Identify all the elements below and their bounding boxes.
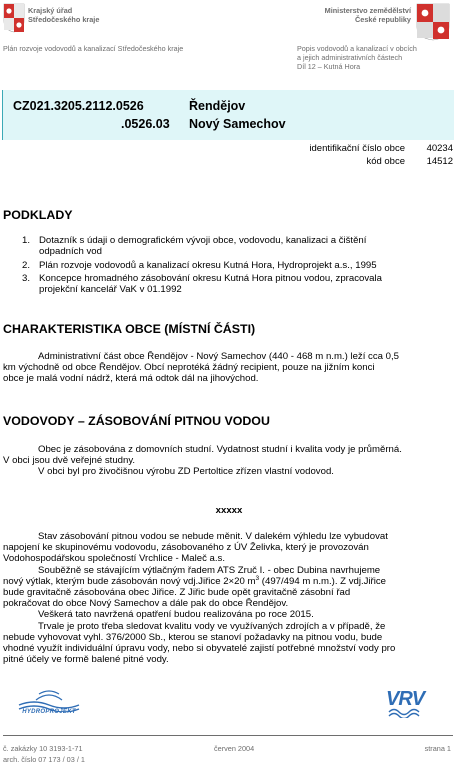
- list-item: [22, 260, 452, 272]
- municipality-code-value: 14512: [426, 156, 453, 167]
- hydroprojekt-logo: [14, 690, 84, 720]
- paragraph-line: Vodohospodářskou společností Vrchlice - Maleč a.s.: [3, 553, 226, 565]
- footer-archive-number: arch. číslo 07 173 / 03 / 1: [3, 755, 85, 764]
- hydroprojekt-logo-text: HYDROPROJEKT: [22, 709, 76, 715]
- list-item: [22, 273, 452, 297]
- list-item-number: 2.: [22, 260, 31, 271]
- list-item-text: Dotazník s údaji o demografickém vývoji obce, vodovodu, kanalizaci a čištění: [39, 235, 367, 246]
- right-org-line2: České republiky: [355, 15, 411, 24]
- left-subtitle: Plán rozvoje vodovodů a kanalizací Středočeského kraje: [3, 44, 184, 53]
- left-org-line2: Středočeského kraje: [28, 15, 100, 24]
- list-item-number: 1.: [22, 235, 31, 246]
- right-coat-of-arms-icon: [416, 3, 450, 46]
- part-name: Nový Samechov: [189, 117, 286, 131]
- paragraph-line: napojení ke skupinovému vodovodu, zásobovaného z ÚV Želivka, který je provozován: [3, 542, 369, 554]
- list-item-text: Koncepce hromadného zásobování okresu Kutná Hora pitnou vodou, zpracovala: [39, 273, 382, 284]
- paragraph-line-part: nový výtlak, kterým bude zásobován nový vdj.Jiřice 2×20 m: [3, 575, 256, 587]
- footer-divider: [3, 735, 453, 736]
- municipality-code-box: [2, 90, 454, 140]
- paragraph-line: pokračovat do obce Nový Samechov a dále pak do obce Řendějov.: [3, 598, 289, 610]
- paragraph-line: pitné účely ve formě balené pitné vody.: [3, 654, 169, 666]
- id-number-label: identifikační číslo obce: [309, 143, 405, 154]
- paragraph-plan: [3, 531, 451, 665]
- list-item-text-cont: odpadních vod: [39, 246, 102, 258]
- id-number-value: 40234: [426, 143, 453, 154]
- right-subtitle-line3: Díl 12 – Kutná Hora: [297, 62, 361, 71]
- list-item-number: 3.: [22, 273, 31, 284]
- right-subtitle-line1: Popis vodovodů a kanalizací v obcích: [297, 44, 417, 53]
- paragraph-line: km východně od obce Řendějov. Obcí neprotéká žádný recipient, pouze na jižním konci: [3, 362, 375, 374]
- paragraph-line: Veškerá tato navržená opatření budou realizována po roce 2015.: [38, 609, 314, 621]
- paragraph-line: Trvale je proto třeba sledovat kvalitu vody ve využívaných zdrojích a v případě, že: [38, 620, 386, 632]
- paragraph-water-supply: [3, 444, 451, 478]
- municipality-name: Řendějov: [189, 99, 246, 113]
- paragraph-line: Stav zásobování pitnou vodou se nebude měnit. V dalekém výhledu lze vybudovat: [38, 531, 388, 542]
- right-org-line1: Ministerstvo zemědělství: [324, 6, 411, 15]
- section-title-charakteristika: CHARAKTERISTIKA OBCE (MÍSTNÍ ČÁSTI): [3, 322, 256, 336]
- list-item-text-cont: projekční kancelář VaK v 01.1992: [39, 284, 182, 296]
- separator: xxxxx: [215, 505, 243, 516]
- section-title-vodovody: VODOVODY – ZÁSOBOVÁNÍ PITNOU VODOU: [3, 414, 270, 428]
- right-subtitle-line2: a jejich administrativních částech: [297, 53, 403, 62]
- paragraph-line: nebude vyhovovat vyhl. 376/2000 Sb., kterou se stanoví požadavky na pitnou vodu, bude: [3, 631, 383, 643]
- paragraph-line: Administrativní část obce Řendějov - Nový Samechov (440 - 468 m n.m.) leží cca 0,5: [38, 351, 399, 362]
- list-item: [22, 235, 452, 259]
- footer-page: strana 1: [424, 744, 451, 753]
- paragraph-line: Obec je zásobována z domovních studní. Vydatnost studní i kvalita vody je průměrná.: [38, 444, 402, 455]
- paragraph-line: V obci byl pro živočišnou výrobu ZD Pertoltice zřízen vlastní vodovod.: [38, 466, 334, 478]
- left-coat-of-arms-icon: [3, 3, 25, 38]
- vrv-logo: [386, 688, 426, 720]
- paragraph-characteristics: [3, 351, 451, 385]
- paragraph-line: vhodné využít individuální úpravu vody, nebo si obyvatelé zajistí potřebné množství vody pro: [3, 643, 396, 655]
- superscript: 3: [255, 574, 260, 582]
- left-org-line1: Krajský úřad: [28, 6, 73, 15]
- list-item-text: Plán rozvoje vodovodů a kanalizací okresu Kutná Hora, Hydroprojekt a.s., 1995: [39, 260, 377, 271]
- paragraph-line-part: (497/494 m n.m.). Z vdj.Jiřice: [259, 575, 387, 587]
- vrv-wave-icon: [388, 706, 424, 718]
- part-code: .0526.03: [121, 117, 170, 131]
- paragraph-line: [3, 576, 451, 587]
- municipality-code: CZ021.3205.2112.0526: [13, 99, 144, 113]
- municipality-code-label: kód obce: [366, 156, 405, 167]
- paragraph-line: obce je malá vodní nádrž, která má odtok dál na jihovýchod.: [3, 373, 259, 385]
- vrv-logo-text: VRV: [386, 688, 425, 710]
- paragraph-line: bude gravitačně zásobována obec Jiřice. Z Jiřic bude opět gravitačně zásobní řad: [3, 587, 351, 599]
- footer-order-number: č. zakázky 10 3193-1-71: [3, 744, 83, 753]
- footer-date: červen 2004: [214, 744, 255, 753]
- section-title-podklady: PODKLADY: [3, 208, 73, 222]
- paragraph-line: Souběžně se stávajícím výtlačným řadem ATS Zruč I. - obec Dubina navrhujeme: [38, 564, 381, 576]
- paragraph-line: V obci jsou dvě veřejné studny.: [3, 455, 136, 467]
